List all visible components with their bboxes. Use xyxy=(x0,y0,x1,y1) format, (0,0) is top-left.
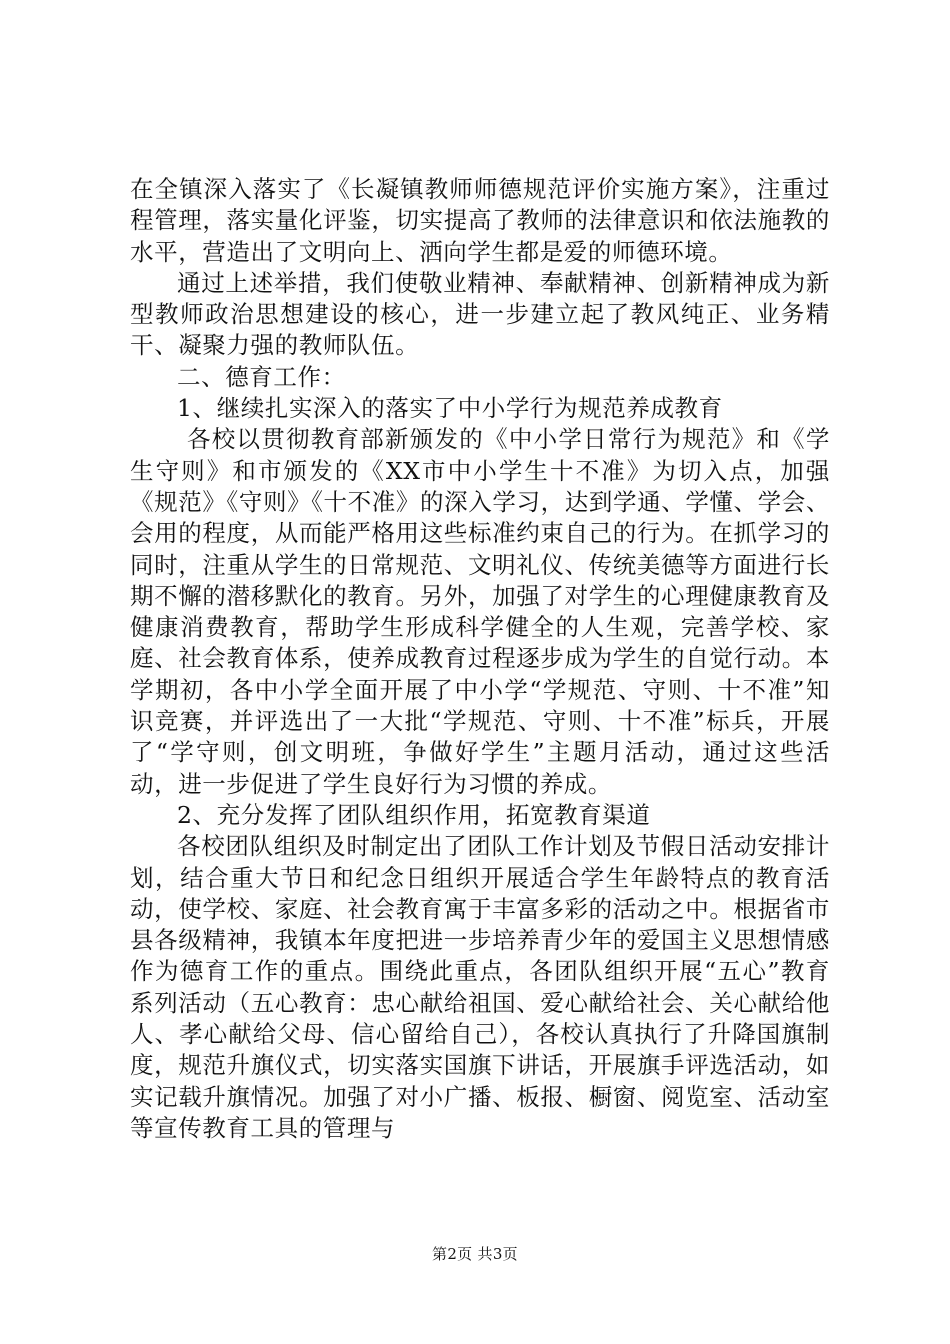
paragraph-2: 通过上述举措，我们使敬业精神、奉献精神、创新精神成为新型教师政治思想建设的核心，进一步建立起了教风纯正、业务精干、凝聚力强的教师队伍。 xyxy=(130,268,830,360)
paragraph-4: 各校团队组织及时制定出了团队工作计划及节假日活动安排计划，结合重大节日和纪念日组织开展适合学生年龄特点的教育活动，使学校、家庭、社会教育寓于丰富多彩的活动之中。根据省市县各级精神，我镇本年度把进一步培养青少年的爱国主义思想情感作为德育工作的重点。围绕此重点，各团队组织开展“五心”教育系列活动（五心教育：忠心献给祖国、爱心献给社会、关心献给他人、孝心献给父母、信心留给自己），各校认真执行了升降国旗制度，规范升旗仪式，切实落实国旗下讲话，开展旗手评选活动，如实记载升旗情况。加强了对小广播、板报、橱窗、阅览室、活动室等宣传教育工具的管理与 xyxy=(130,832,830,1142)
section-heading-moral-education: 二、德育工作： xyxy=(177,362,346,391)
paragraph-3: 各校以贯彻教育部新颁发的《中小学日常行为规范》和《学生守则》和市颁发的《XX市中小学生十不准》为切入点，加强《规范》《守则》《十不准》的深入学习，达到学通、学懂、学会、会用的程度，从而能严格用这些标准约束自己的行为。在抓学习的同时，注重从学生的日常规范、文明礼仪、传统美德等方面进行长期不懈的潜移默化的教育。另外，加强了对学生的心理健康教育及健康消费教育，帮助学生形成科学健全的人生观，完善学校、家庭、社会教育体系，使养成教育过程逐步成为学生的自觉行动。本学期初，各中小学全面开展了中小学“学规范、守则、十不准”知识竞赛，并评选出了一大批“学规范、守则、十不准”标兵，开展了“学守则，创文明班，争做好学生”主题月活动，通过这些活动，进一步促进了学生良好行为习惯的养成。 xyxy=(130,425,830,798)
subheading-1: 1、继续扎实深入的落实了中小学行为规范养成教育 xyxy=(177,394,723,423)
page-number-footer: 第2页 共3页 xyxy=(432,1245,518,1263)
subheading-2: 2、充分发挥了团队组织作用，拓宽教育渠道 xyxy=(177,800,651,829)
document-body xyxy=(130,174,830,1144)
paragraph-1: 在全镇深入落实了《长凝镇教师师德规范评价实施方案》，注重过程管理，落实量化评鉴，切实提高了教师的法律意识和依法施教的水平，营造出了文明向上、洒向学生都是爱的师德环境。 xyxy=(130,175,830,266)
